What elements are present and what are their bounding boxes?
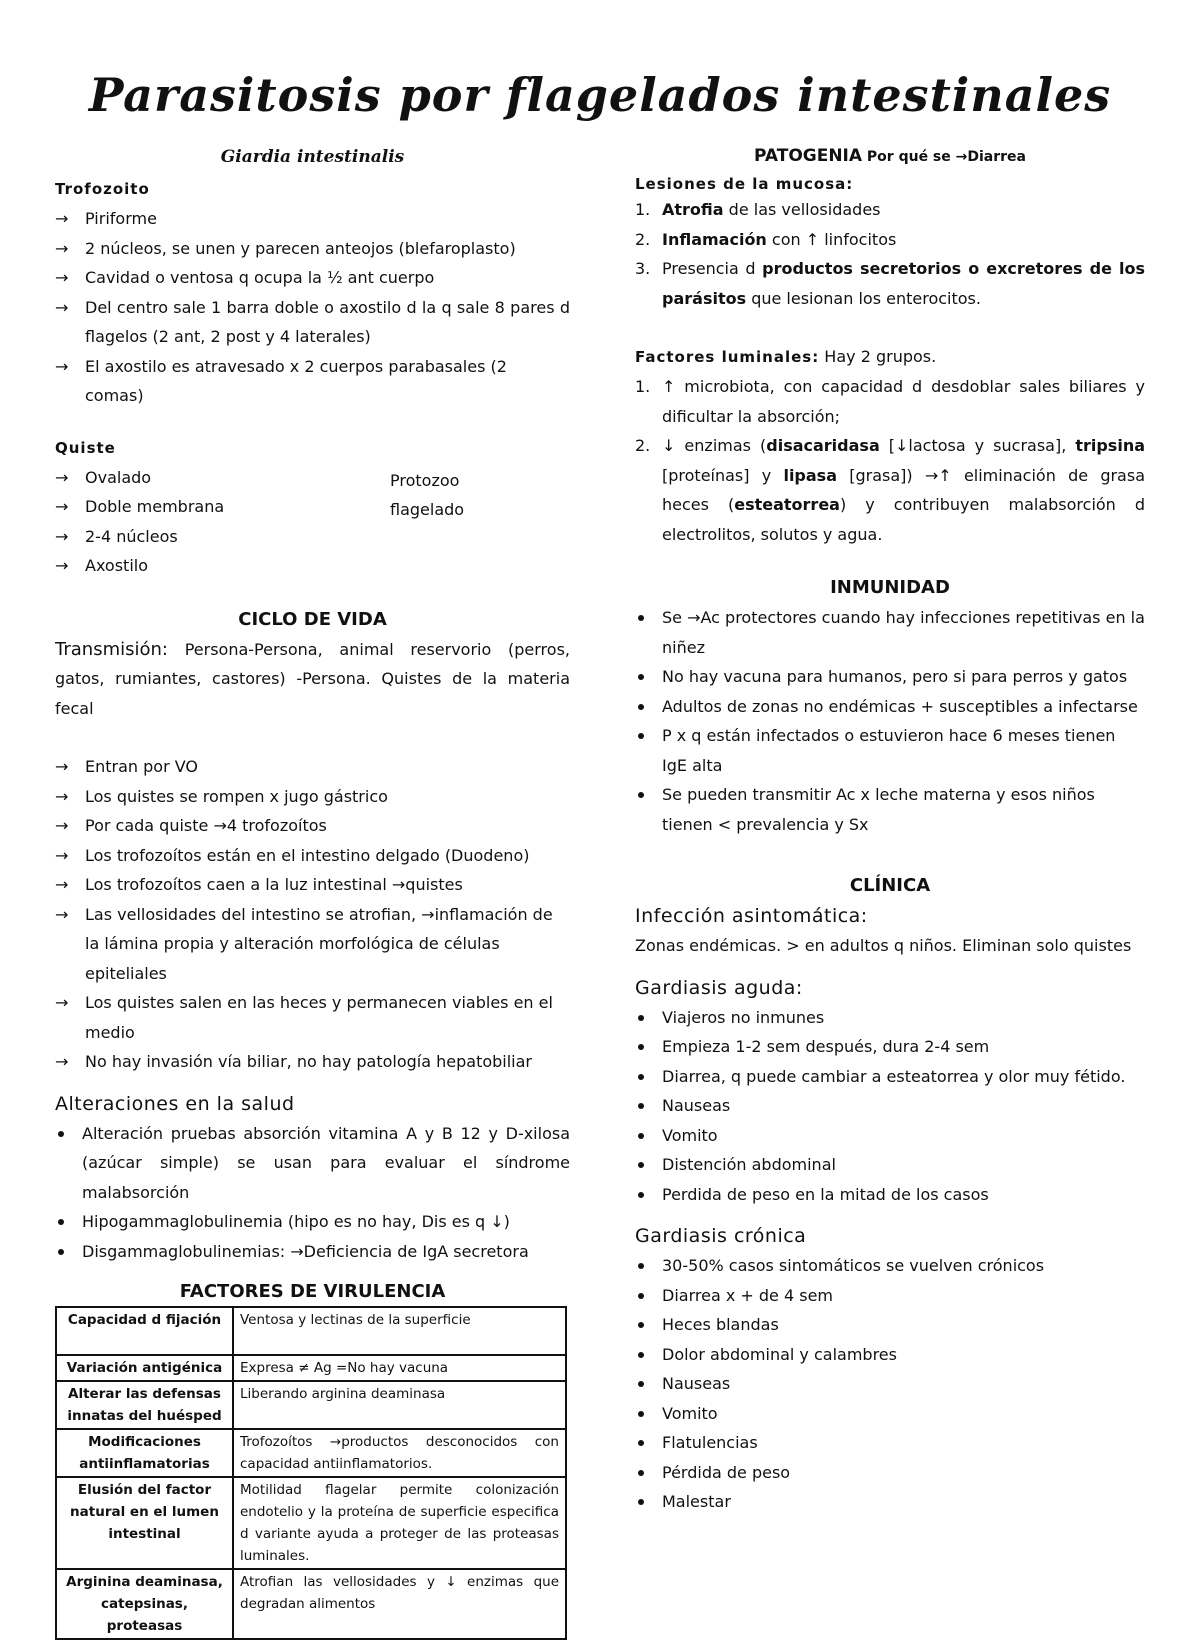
arrow-right-icon: →: [55, 845, 69, 865]
bullet-icon: [638, 1381, 644, 1387]
bullet-icon: [638, 1499, 644, 1505]
bullet-icon: [638, 1015, 644, 1021]
list-item: → Axostilo: [55, 551, 570, 581]
list-item: Se pueden transmitir Ac x leche materna y esos niños tienen < prevalencia y Sx: [635, 780, 1145, 839]
list-item: → No hay invasión vía biliar, no hay patología hepatobiliar: [55, 1047, 570, 1077]
inmunidad-heading: INMUNIDAD: [830, 577, 950, 598]
list-item: → Piriforme: [55, 204, 570, 234]
arrow-right-icon: →: [55, 816, 69, 835]
list-item: Diarrea, q puede cambiar a esteatorrea y olor muy fétido.: [635, 1062, 1145, 1092]
transmision-label: Transmisión:: [55, 638, 168, 660]
arrow-right-icon: →: [55, 875, 69, 894]
arrow-right-icon: →: [55, 497, 69, 516]
table-cell: Expresa ≠ Ag =No hay vacuna: [233, 1355, 566, 1381]
table-row: [56, 1429, 566, 1477]
list-item: → Los quistes salen en las heces y permanecen viables en el medio: [55, 988, 570, 1047]
cronica-heading: Gardiasis crónica: [635, 1225, 807, 1247]
arrow-right-icon: →: [55, 209, 69, 228]
list-item: Perdida de peso en la mitad de los casos: [635, 1180, 1145, 1210]
bullet-icon: [58, 1219, 64, 1225]
arrow-right-icon: →: [55, 356, 69, 376]
bullet-icon: [638, 1263, 644, 1269]
asintomatica-text: Zonas endémicas. > en adultos q niños. Eliminan solo quistes: [635, 936, 1132, 955]
transmision-paragraph: Transmisión: Persona-Persona, animal reservorio (perros, gatos, rumiantes, castores) -Persona. Quistes de la materia fecal: [55, 638, 570, 718]
list-item: → Por cada quiste →4 trofozoítos: [55, 811, 570, 841]
quiste-heading: Quiste: [55, 438, 116, 457]
arrow-right-icon: →: [55, 786, 69, 806]
arrow-right-icon: →: [55, 467, 69, 487]
bullet-icon: [638, 1162, 644, 1168]
list-item: 3. Presencia d productos secretorios o excretores de los parásitos que lesionan los enterocitos.: [635, 259, 1145, 308]
list-item: Empieza 1-2 sem después, dura 2-4 sem: [635, 1032, 1145, 1062]
flagelado-note: flagelado: [390, 499, 465, 519]
arrow-right-icon: →: [55, 238, 69, 258]
bullet-icon: [638, 674, 644, 680]
list-item: → 2 núcleos, se unen y parecen anteojos (blefaroplasto): [55, 234, 570, 264]
table-cell: Capacidad d fijación: [56, 1307, 233, 1355]
table-row: [56, 1477, 566, 1569]
table-cell: Ventosa y lectinas de la superficie: [233, 1307, 566, 1355]
arrow-right-icon: →: [55, 757, 69, 776]
ciclo-list: [55, 752, 570, 1077]
bullet-icon: [638, 1044, 644, 1050]
list-item: Distención abdominal: [635, 1150, 1145, 1180]
trofozoito-list: [55, 204, 570, 411]
list-item: → Del centro sale 1 barra doble o axostilo d la q sale 8 pares d flagelos (2 ant, 2 post y 4 laterales): [55, 293, 570, 352]
bullet-icon: [638, 1103, 644, 1109]
list-item: Flatulencias: [635, 1428, 1145, 1458]
asintomatica-heading: Infección asintomática:: [635, 905, 868, 927]
aguda-heading: Gardiasis aguda:: [635, 976, 803, 999]
aguda-list: [635, 1003, 1145, 1210]
list-item: 1. Atrofia de las vellosidades: [635, 200, 881, 219]
quiste-list: [55, 463, 570, 581]
list-item: → Cavidad o ventosa q ocupa la ½ ant cuerpo: [55, 263, 570, 293]
protozoo-note: Protozoo: [390, 470, 460, 490]
bullet-icon: [638, 1192, 644, 1198]
bullet-icon: [638, 1293, 644, 1299]
cronica-list: [635, 1251, 1145, 1517]
patogenia-heading: PATOGENIA Por qué se →Diarrea: [753, 146, 1026, 166]
bullet-icon: [638, 1470, 644, 1476]
arrow-right-icon: →: [55, 556, 69, 575]
lesiones-heading: Lesiones de la mucosa:: [635, 175, 854, 193]
page-title: Parasitosis por flagelados intestinales: [88, 68, 1112, 122]
table-cell: Alterar las defensas innatas del huésped: [56, 1381, 233, 1429]
list-item: Se →Ac protectores cuando hay infecciones repetitivas en la niñez: [635, 603, 1145, 662]
list-item: Vomito: [635, 1399, 1145, 1429]
table-row: [56, 1569, 566, 1639]
table-cell: Trofozoítos →productos desconocidos con capacidad antiinflamatorios.: [233, 1429, 566, 1477]
subtitle-giardia: Giardia intestinalis: [220, 147, 405, 167]
list-item: Diarrea x + de 4 sem: [635, 1281, 1145, 1311]
table-cell: Variación antigénica: [56, 1355, 233, 1381]
list-item: Nauseas: [635, 1369, 1145, 1399]
list-item: Hipogammaglobulinemia (hipo es no hay, Dis es q ↓): [55, 1207, 570, 1237]
list-item: Viajeros no inmunes: [635, 1003, 1145, 1033]
left-column: [55, 140, 570, 1640]
inmunidad-list: [635, 603, 1145, 839]
arrow-right-icon: →: [55, 297, 69, 317]
alteraciones-heading: Alteraciones en la salud: [55, 1092, 295, 1115]
list-item: Malestar: [635, 1487, 1145, 1517]
bullet-icon: [638, 1322, 644, 1328]
bullet-icon: [638, 1074, 644, 1080]
list-item: Nauseas: [635, 1091, 1145, 1121]
list-item: Disgammaglobulinemias: →Deficiencia de IgA secretora: [55, 1237, 570, 1267]
arrow-right-icon: →: [55, 268, 69, 287]
list-item: Alteración pruebas absorción vitamina A y B 12 y D-xilosa (azúcar simple) se usan para evaluar el síndrome malabsorción: [55, 1119, 570, 1208]
table-cell: Elusión del factor natural en el lumen intestinal: [56, 1477, 233, 1569]
list-item: Pérdida de peso: [635, 1458, 1145, 1488]
list-item: Dolor abdominal y calambres: [635, 1340, 1145, 1370]
lesiones-list: [635, 195, 1145, 313]
arrow-right-icon: →: [55, 993, 69, 1012]
list-item: → Las vellosidades del intestino se atrofian, →inflamación de la lámina propia y alteración morfológica de células epiteliales: [55, 900, 570, 989]
list-item: → El axostilo es atravesado x 2 cuerpos parabasales (2 comas): [55, 352, 570, 411]
list-item: → Doble membrana: [55, 492, 570, 522]
bullet-icon: [638, 1440, 644, 1446]
bullet-icon: [58, 1131, 64, 1137]
list-item: No hay vacuna para humanos, pero si para perros y gatos: [635, 662, 1145, 692]
trofozoito-heading: Trofozoito: [55, 180, 150, 198]
factores-luminales-list: [635, 372, 1145, 549]
table-row: [56, 1307, 566, 1355]
table-row: [56, 1381, 566, 1429]
bullet-icon: [638, 792, 644, 798]
alteraciones-list: [55, 1119, 570, 1267]
bullet-icon: [638, 1352, 644, 1358]
list-item: Heces blandas: [635, 1310, 1145, 1340]
bullet-icon: [58, 1249, 64, 1255]
bullet-icon: [638, 615, 644, 621]
virulence-table: [55, 1306, 567, 1640]
list-item: → Entran por VO: [55, 752, 570, 782]
bullet-icon: [638, 1133, 644, 1139]
list-item: → Los trofozoítos caen a la luz intestinal →quistes: [55, 870, 570, 900]
list-item: P x q están infectados o estuvieron hace 6 meses tienen IgE alta: [635, 721, 1145, 780]
table-cell: Motilidad flagelar permite colonización endotelio y la proteína de superficie especifica d variante ayuda a proteger de las proteasas luminales.: [233, 1477, 566, 1569]
list-item: Vomito: [635, 1121, 1145, 1151]
right-column: [635, 140, 1145, 1517]
bullet-icon: [638, 733, 644, 739]
list-item: 2. ↓ enzimas (disacaridasa [↓lactosa y sucrasa], tripsina [proteínas] y lipasa [grasa]) →↑ eliminación de grasa heces (esteatorrea) y contribuyen malabsorción d electrolitos, solutos y agua.: [635, 436, 1145, 544]
bullet-icon: [638, 1411, 644, 1417]
arrow-right-icon: →: [55, 1052, 69, 1071]
list-item: → Los quistes se rompen x jugo gástrico: [55, 782, 570, 812]
list-item: → 2-4 núcleos: [55, 522, 570, 552]
arrow-right-icon: →: [55, 904, 69, 924]
arrow-right-icon: →: [55, 526, 69, 546]
bullet-icon: [638, 704, 644, 710]
factores-luminales-intro: Factores luminales: Hay 2 grupos.: [635, 347, 937, 366]
list-item: 30-50% casos sintomáticos se vuelven crónicos: [635, 1251, 1145, 1281]
list-item: 2. Inflamación con ↑ linfocitos: [635, 229, 897, 249]
table-row: [56, 1355, 566, 1381]
table-cell: Atrofian las vellosidades y ↓ enzimas que degradan alimentos: [233, 1569, 566, 1639]
list-item: → Ovalado: [55, 463, 570, 493]
table-cell: Liberando arginina deaminasa: [233, 1381, 566, 1429]
clinica-heading: CLÍNICA: [849, 875, 931, 896]
list-item: 1. ↑ microbiota, con capacidad d desdoblar sales biliares y dificultar la absorción;: [635, 377, 1145, 426]
table-cell: Modificaciones antiinflamatorias: [56, 1429, 233, 1477]
table-cell: Arginina deaminasa, catepsinas, proteasas: [56, 1569, 233, 1639]
factores-heading: FACTORES DE VIRULENCIA: [179, 1281, 446, 1302]
ciclo-heading: CICLO DE VIDA: [238, 608, 387, 630]
list-item: → Los trofozoítos están en el intestino delgado (Duodeno): [55, 841, 570, 871]
list-item: Adultos de zonas no endémicas + susceptibles a infectarse: [635, 692, 1145, 722]
